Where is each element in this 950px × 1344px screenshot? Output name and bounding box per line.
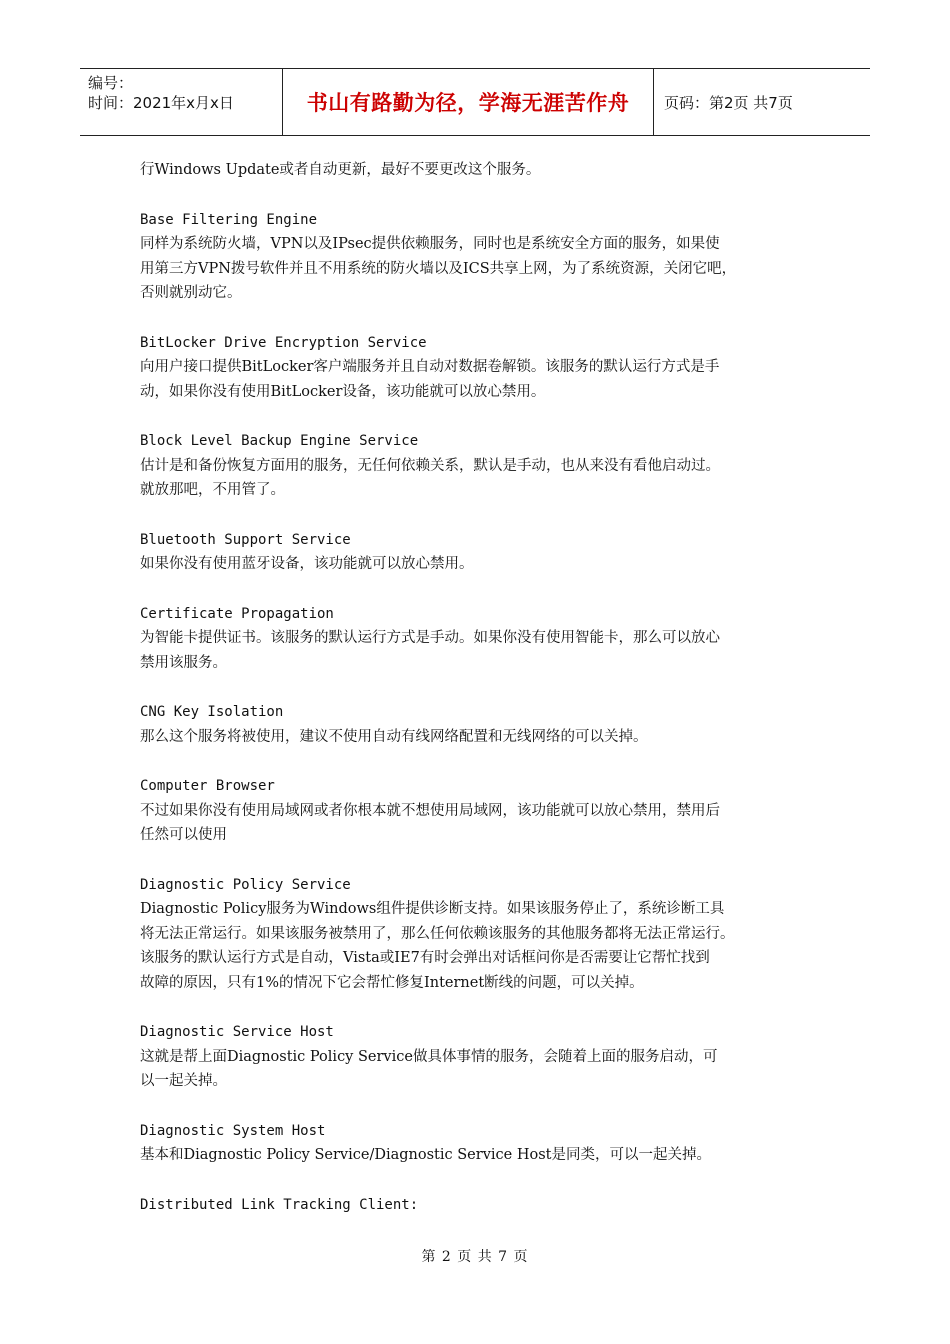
service-description-line: 不过如果你没有使用局域网或者你根本就不想使用局域网，该功能就可以放心禁用，禁用后 [140,802,720,819]
service-title: Base Filtering Engine [140,211,318,228]
date-label: 时间：2021年x月x日 [88,94,234,112]
service-description-line: 动，如果你没有使用BitLocker设备，该功能就可以放心禁用。 [140,383,546,400]
section-gap [140,306,830,331]
service-section [140,429,830,503]
service-description-line: 该服务的默认运行方式是自动，Vista或IE7有时会弹出对话框问你是否需要让它帮忙找到 [140,950,710,966]
section-gap [140,1168,830,1193]
service-section [140,1119,830,1168]
section-gap [140,503,830,528]
service-section [140,528,830,577]
service-section [140,602,830,676]
service-description-line: 故障的原因，只有1%的情况下它会帮忙修复Internet断线的问题，可以关掉。 [140,974,644,991]
service-title: Bluetooth Support Service [140,531,351,548]
section-gap [140,848,830,873]
service-description-line: 以一起关掉。 [140,1073,227,1089]
service-description-line: 那么这个服务将被使用，建议不使用自动有线网络配置和无线网络的可以关掉。 [140,728,648,745]
section-gap [140,183,830,208]
section-gap [140,577,830,602]
service-description-line: 禁用该服务。 [140,654,227,671]
section-gap [140,1094,830,1119]
service-description-line: 用第三方VPN拨号软件并且不用系统的防火墙以及ICS共享上网，为了系统资源，关闭它吧， [140,260,737,277]
service-title: Certificate Propagation [140,605,334,622]
service-description-line: 同样为系统防火墙，VPN以及IPsec提供依赖服务，同时也是系统安全方面的服务，如果使 [140,236,720,252]
service-title: Diagnostic Service Host [140,1024,334,1040]
service-section [140,700,830,749]
section-gap [140,995,830,1020]
service-description-line: 基本和Diagnostic Policy Service/Diagnostic Service Host是同类，可以一起关掉。 [140,1147,711,1163]
intro-line: 行Windows Update或者自动更新，最好不要更改这个服务。 [140,162,541,178]
service-description-line: Diagnostic Policy服务为Windows组件提供诊断支持。如果该服务停止了，系统诊断工具 [140,901,725,917]
serial-label: 编号： [88,74,134,92]
header-page-number: 页码：第2页 共7页 [664,93,793,112]
service-title: BitLocker Drive Encryption Service [140,334,427,351]
page-footer: 第 2 页 共 7 页 [421,1249,529,1265]
service-section [140,208,830,306]
section-gap [140,675,830,700]
service-section [140,774,830,848]
service-description-line: 为智能卡提供证书。该服务的默认运行方式是手动。如果你没有使用智能卡，那么可以放心 [140,630,720,646]
section-gap [140,749,830,774]
service-description-line: 将无法正常运行。如果该服务被禁用了，那么任何依赖该服务的其他服务都将无法正常运行。 [140,925,735,942]
document-body [140,158,830,1217]
service-description-line: 估计是和备份恢复方面用的服务，无任何依赖关系，默认是手动，也从来没有看他启动过。 [140,457,720,474]
service-section [140,873,830,996]
service-title: Diagnostic Policy Service [140,876,351,893]
service-description-line: 任然可以使用 [140,827,227,843]
page-header [80,68,870,136]
section-gap [140,404,830,429]
service-description-line: 否则就别动它。 [140,285,242,301]
header-info-cell [80,69,282,135]
service-title: CNG Key Isolation [140,704,284,720]
service-title: Diagnostic System Host [140,1122,326,1139]
service-section [140,1193,830,1218]
service-section [140,1020,830,1094]
service-title: Block Level Backup Engine Service [140,433,419,449]
header-motto: 书山有路勤为径，学海无涯苦作舟 [282,69,654,135]
service-description-line: 如果你没有使用蓝牙设备，该功能就可以放心禁用。 [140,556,474,572]
service-section [140,331,830,405]
service-title: Computer Browser [140,778,275,794]
service-title: Distributed Link Tracking Client: [140,1196,419,1213]
service-description-line: 就放那吧，不用管了。 [140,482,285,498]
service-description-line: 向用户接口提供BitLocker客户端服务并且自动对数据卷解锁。该服务的默认运行方式是手 [140,359,720,375]
service-description-line: 这就是帮上面Diagnostic Policy Service做具体事情的服务，会随着上面的服务启动，可 [140,1048,718,1065]
